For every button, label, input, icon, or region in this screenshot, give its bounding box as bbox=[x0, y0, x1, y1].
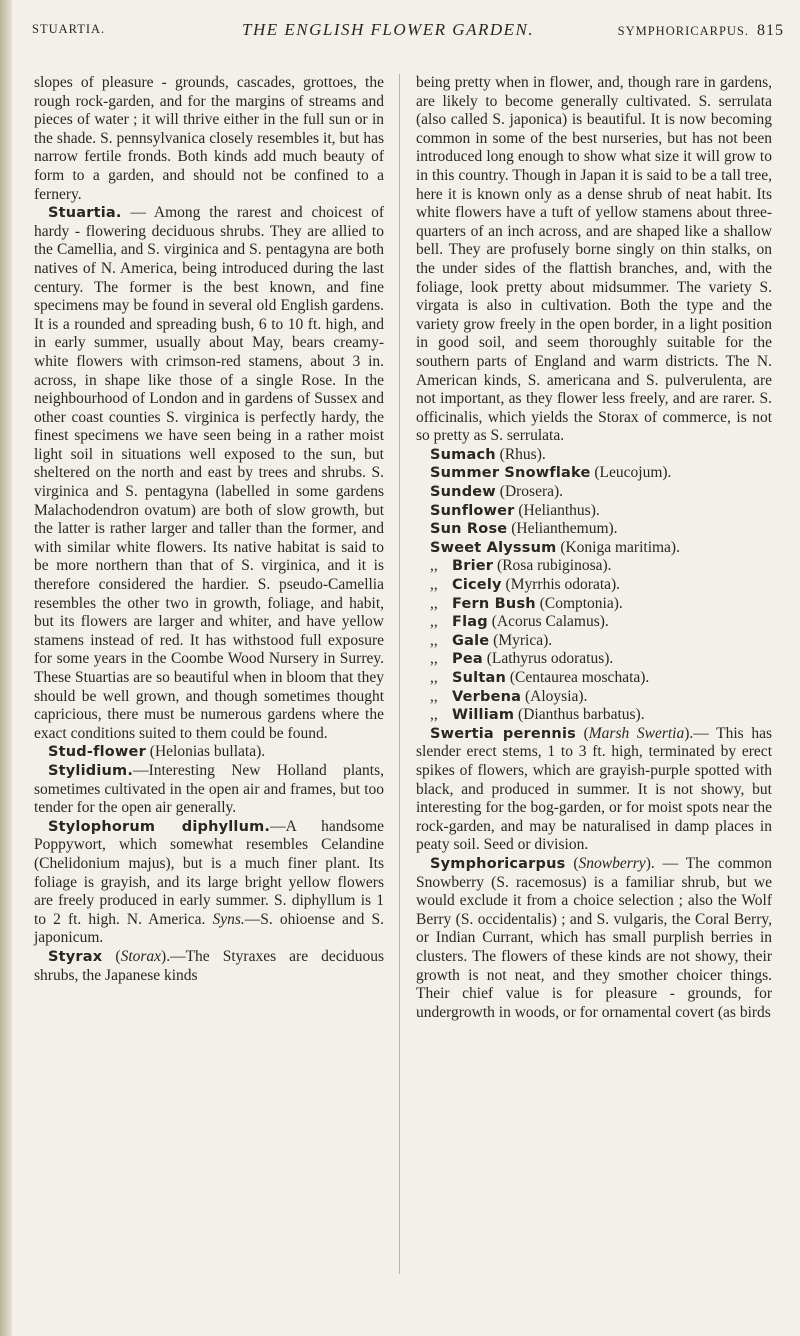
entry-text: (Leucojum). bbox=[590, 464, 672, 482]
paragraph-continuation: slopes of pleasure - grounds, cascades, grottoes, the rough rock-garden, and for the margins of streams and pieces of water ; it will thrive either in the full sun or in the shade. S. pennsylvanica closely resembles it, but has narrow fertile fronds. Both kinds add much beauty of form to a garden, and should not be confined to a fernery. bbox=[34, 74, 384, 203]
ditto-mark: ,, bbox=[430, 706, 438, 724]
entry-headword: Sun Rose bbox=[430, 521, 508, 538]
entry-headword: Gale bbox=[452, 632, 490, 649]
entry-text: — Among the rarest and choicest of hardy - flowering deciduous shrubs. They are allied to the Camellia, and S. virginica and S. pentagyna are both natives of N. America, being introduced during the last century. The former is the best known, and fine specimens may be found in several old English gardens. It is a rounded and spreading bush, 6 to 10 ft. high, and in early summer, usually about May, bears creamy-white flowers with crimson-red stamens, about 3 in. across, in shape like those of a single Rose. In the neighbourhood of London and in gardens of Sussex and other coast counties S. virginica is perfectly hardy, the finest specimens we have seen being in a rather moist light soil in situations well exposed to the sun, but sheltered on the north and east by trees and shrubs. S. virginica and S. pentagyna (labelled in some gardens Malachodendron ovatum) are both of slow growth, but the latter is rather larger and taller than the former, and with similar white flowers. Its native habitat is said to be more northern than that of S. virginica, and it is therefore considered the hardier. S. pseudo-Camellia resembles the other two in growth, foliage, and habit, but its flowers are larger and whiter, and have yellow stamens instead of red. It has withstood full exposure for some years in the Coombe Wood Nursery in Surrey. These Stuartias are so beautiful when in bloom that they should be well grown, and though sometimes thought capricious, there must be numerous gardens where the exact conditions suited to them could be found. bbox=[34, 204, 384, 742]
cross-reference-item bbox=[416, 446, 772, 465]
entry-text: (Lathyrus odoratus). bbox=[482, 650, 614, 668]
ditto-mark: ,, bbox=[430, 687, 438, 705]
page-binding-edge bbox=[0, 0, 12, 1336]
entry-headword: Sweet Alyssum bbox=[430, 539, 557, 556]
entry-text: —A handsome Poppywort, which somewhat resembles Celandine (Chelidonium majus), but is a much finer plant. Its foliage is grayish, and its large bright yellow flowers are freely produced in early summer. S. diphyllum is 1 to 2 ft. high. N. America. bbox=[34, 817, 384, 928]
entry-headword: Cicely bbox=[452, 577, 502, 594]
entry-stuartia bbox=[34, 204, 384, 743]
entry-text: (Dianthus barbatus). bbox=[514, 706, 645, 724]
entry-text: (Acorus Calamus). bbox=[487, 613, 609, 631]
cross-reference-subitem bbox=[416, 595, 772, 614]
entry-text: (Rhus). bbox=[495, 445, 546, 463]
column-divider bbox=[399, 74, 400, 1274]
cross-reference-item bbox=[416, 483, 772, 502]
cross-reference-item bbox=[416, 502, 772, 521]
page-number: 815 bbox=[757, 22, 784, 39]
ditto-mark: ,, bbox=[430, 613, 438, 631]
entry-text: (Helonias bullata). bbox=[145, 743, 266, 761]
entry-headword: Sunflower bbox=[430, 502, 515, 519]
entry-headword: Stud-flower bbox=[48, 744, 146, 761]
entry-text: (Koniga maritima). bbox=[556, 538, 680, 556]
entry-headword: Symphoricarpus bbox=[430, 855, 566, 872]
entry-headword: Stylophorum diphyllum. bbox=[48, 818, 271, 835]
entry-text: (Aloysia). bbox=[521, 687, 588, 705]
cross-reference-subitem bbox=[416, 688, 772, 707]
entry-common-name: Snowberry bbox=[578, 854, 646, 872]
ditto-mark: ,, bbox=[430, 631, 438, 649]
entry-text: .— This has slender erect stems, 1 to 3 ft. high, terminated by erect spikes of flowers, which are grayish-purple spotted with black, and produced in summer. It is not showy, but interesting for the bog-garden, or for moist spots near the rock-garden, and may be naturalised in damp places in peaty soil. Seed or division. bbox=[416, 724, 772, 854]
cross-reference-item bbox=[416, 520, 772, 539]
entry-text: (Comptonia). bbox=[535, 594, 623, 612]
ditto-mark: ,, bbox=[430, 669, 438, 686]
entry-headword: Pea bbox=[452, 651, 483, 668]
entry-headword: Verbena bbox=[452, 688, 522, 705]
entry-headword: Sultan bbox=[452, 670, 506, 686]
entry-headword: Stylidium. bbox=[48, 762, 134, 779]
entry-text: (Drosera). bbox=[495, 483, 564, 501]
entry-text: . — The common Snowberry (S. racemosus) is a familiar shrub, but we would exclude it from a choice selection ; also the Wolf Berry (S. occidentalis) ; and S. vulgaris, the Coral Berry, or Indian Currant, which has small purplish berries in clusters. The flowers of these kinds are not showy, their growth is not neat, and they smother choicer things. Their chief value is for pleasure - grounds, for undergrowth in woods, or for ornamental covert (as birds bbox=[416, 854, 772, 1021]
entry-styrax: Styrax (Storax).—The Styraxes are deciduous shrubs, the Japanese kinds bbox=[34, 947, 384, 984]
ditto-mark: ,, bbox=[430, 650, 438, 668]
header-book-title: THE ENGLISH FLOWER GARDEN. bbox=[242, 20, 535, 39]
ditto-mark: ,, bbox=[430, 594, 438, 612]
left-column bbox=[34, 74, 384, 985]
ditto-mark: ,, bbox=[430, 557, 438, 575]
entry-text: (Myrica). bbox=[489, 631, 553, 649]
entry-text: —Interesting New Holland plants, sometimes cultivated in the open air and frames, but too tender for the open air generally. bbox=[34, 761, 384, 817]
header-right-keyword bbox=[618, 22, 784, 40]
synonyms-text: —S. ohioense and S. japonicum. bbox=[34, 910, 384, 947]
entry-headword: Summer Snowflake bbox=[430, 465, 591, 482]
entry-stylophorum bbox=[34, 818, 384, 948]
entry-text: .—The Styraxes are deciduous shrubs, the Japanese kinds bbox=[34, 947, 384, 984]
ditto-mark: ,, bbox=[430, 576, 438, 594]
entry-headword: Sumach bbox=[430, 446, 496, 463]
cross-reference-subitem bbox=[416, 669, 772, 688]
entry-swertia: Swertia perennis (Marsh Swertia).— This has slender erect stems, 1 to 3 ft. high, terminated by erect spikes of flowers, which are grayish-purple spotted with black, and produced in summer. It is not showy, but interesting for the bog-garden, or for moist spots near the rock-garden, and may be naturalised in damp places in peaty soil. Seed or division. bbox=[416, 724, 772, 854]
entry-headword: Flag bbox=[452, 614, 488, 631]
entry-headword: Stuartia. bbox=[48, 205, 122, 222]
entry-text: (Myrrhis odorata). bbox=[501, 576, 621, 594]
right-column bbox=[416, 74, 772, 1022]
running-header bbox=[32, 20, 784, 44]
entry-text: (Helianthemum). bbox=[507, 520, 618, 538]
paragraph-continuation: being pretty when in flower, and, though rare in gardens, are likely to become generally cultivated. S. serrulata (also called S. japonica) is beautiful. It is now becoming common in some of the best nurseries, but has not been introduced long enough to show what size it will grow to in this country. Though in Japan it is said to be a tall tree, here it is known only as a dense shrub of neat habit. Its white flowers have a tuft of yellow stamens about three-quarters of an inch across, and are shaped like a shallow bell. They are profusely borne singly on thin stalks, on the under sides of the flattish branches, and, with the foliage, look pretty about midsummer. The variety S. virgata is also in cultivation. Both the type and the variety grow freely in the open border, in a light position in good soil, and seem thoroughly suitable for the southern parts of England and warm districts. The N. American kinds, S. americana and S. pulverulenta, are not important, as they flower less freely, and are rarer. S. officinalis, which yields the Storax of commerce, is not so pretty as S. serrulata. bbox=[416, 74, 772, 445]
cross-reference-subitem bbox=[416, 576, 772, 595]
entry-text: (Helianthus). bbox=[514, 501, 600, 519]
cross-reference-subitem bbox=[416, 557, 772, 576]
cross-reference-subitem bbox=[416, 650, 772, 669]
entry-stud-flower bbox=[34, 743, 384, 762]
cross-reference-list bbox=[416, 446, 772, 725]
entry-common-name: Storax bbox=[120, 947, 162, 965]
synonyms-label: Syns. bbox=[212, 910, 245, 928]
cross-reference-subitem bbox=[416, 632, 772, 651]
cross-reference-subitem bbox=[416, 613, 772, 632]
entry-headword: Sundew bbox=[430, 484, 496, 501]
entry-symphoricarpus: Symphoricarpus (Snowberry). — The common Snowberry (S. racemosus) is a familiar shrub, but we would exclude it from a choice selection ; also the Wolf Berry (S. occidentalis) ; and S. vulgaris, the Coral Berry, or Indian Currant, which has small purplish berries in clusters. The flowers of these kinds are not showy, their growth is not neat, and they smother choicer things. Their chief value is for pleasure - grounds, for undergrowth in woods, or for ornamental covert (as birds bbox=[416, 854, 772, 1021]
entry-stylidium bbox=[34, 762, 384, 818]
cross-reference-subitem bbox=[416, 706, 772, 725]
entry-headword: Brier bbox=[452, 558, 494, 575]
entry-text: (Rosa rubiginosa). bbox=[493, 557, 612, 575]
entry-headword: William bbox=[452, 707, 515, 724]
entry-text: (Centaurea moschata). bbox=[505, 669, 650, 686]
cross-reference-item bbox=[416, 464, 772, 483]
header-right-text: SYMPHORICARPUS. bbox=[617, 24, 749, 38]
entry-headword: Fern Bush bbox=[452, 595, 536, 612]
header-left-keyword: STUARTIA. bbox=[32, 22, 106, 36]
entry-common-name: Marsh Swertia bbox=[588, 724, 685, 742]
entry-headword: Swertia perennis bbox=[430, 725, 576, 742]
entry-headword: Styrax bbox=[48, 948, 103, 965]
cross-reference-item bbox=[416, 539, 772, 558]
